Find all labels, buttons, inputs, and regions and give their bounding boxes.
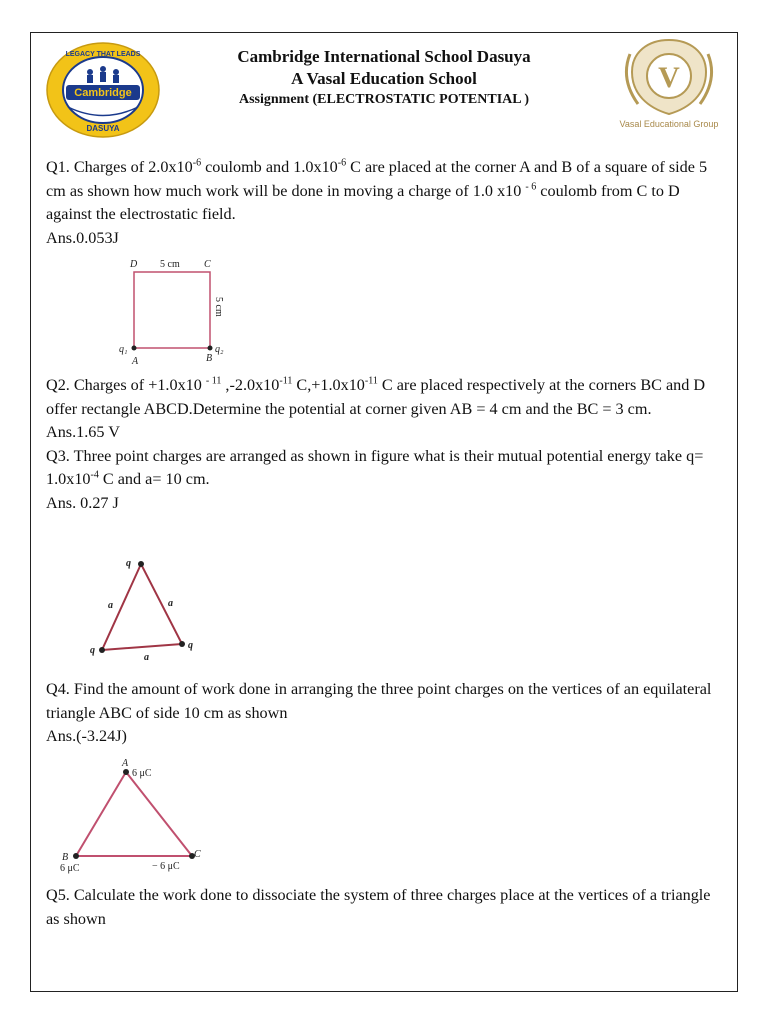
q-left: q <box>90 645 95 656</box>
q-right: q <box>188 640 193 651</box>
figure-triangle-q <box>86 556 206 664</box>
school-subtitle: A Vasal Education School <box>291 69 477 88</box>
question-1-text: Q1. Charges of $2.0x10^{-6}$ coulomb and $1.0x10^{-6}$ C are placed at the corner A and B of a square of side 5 cm as shown how much work will be done in moving a charge of 1.0 x10 $^{- 6}$ coulomb from C to D against the electrostatic field. <box>46 157 708 223</box>
charge-c: − 6 μC <box>152 861 180 872</box>
question-3-answer: Ans. 0.27 J <box>46 493 119 512</box>
label-d: D <box>130 259 138 270</box>
vertex-c: C <box>194 849 201 860</box>
charge-b: 6 μC <box>60 863 80 874</box>
q-top: q <box>126 558 131 569</box>
figure-square <box>110 256 250 368</box>
question-2 <box>46 374 726 515</box>
label-q2: q₂ <box>215 344 224 355</box>
header <box>0 46 768 110</box>
vertex-a: A <box>122 758 129 769</box>
side-a-left: a <box>108 600 113 611</box>
question-1-answer: Ans.0.053J <box>46 228 119 247</box>
crest-letter: V <box>658 61 680 94</box>
side-a-right: a <box>168 598 173 609</box>
question-5-text: Q5. Calculate the work done to dissociate the system of three charges place at the vertices of a triangle as shown <box>46 886 711 928</box>
question-2-answer: Ans.1.65 V <box>46 423 120 441</box>
vertex-b: B <box>62 852 69 863</box>
side-top-label: 5 cm <box>160 259 180 270</box>
question-4 <box>46 678 726 749</box>
school-name: Cambridge International School Dasuya <box>237 47 531 66</box>
logo-motto: LEGACY THAT LEADS <box>65 51 141 58</box>
label-a: A <box>132 356 139 367</box>
logo-city: DASUYA <box>86 124 120 133</box>
label-c: C <box>204 259 211 270</box>
question-1 <box>46 156 726 250</box>
question-2-text: Q2. Charges of +1.0x10 $^{- 11}$ $,-2.0x10^{-11}$ $C,+1.0x10^{-11}$ C are placed respectively at the corners BC and D offer rectangle ABCD.Determine the potential at corner given AB = 4 cm and the BC = 3 cm. <box>46 375 706 418</box>
logo-name: Cambridge <box>74 87 132 99</box>
question-5 <box>46 884 726 931</box>
question-4-text: Q4. Find the amount of work done in arranging the three point charges on the vertices of an equilateral triangle ABC of side 10 cm as shown <box>46 680 712 722</box>
question-4-answer: Ans.(-3.24J) <box>46 727 127 745</box>
question-3-text: Q3. Three point charges are arranged as shown in figure what is their mutual potential energy take $q= 1.0x10^{-4}$ C and a= 10 cm. <box>46 446 704 488</box>
crest-caption: Vasal Educational Group <box>619 119 719 129</box>
label-q1: q₁ <box>119 344 128 355</box>
side-right-label: 5 cm <box>213 297 224 317</box>
charge-a: 6 μC <box>132 768 152 779</box>
figure-triangle-abc <box>56 756 216 876</box>
label-b: B <box>206 353 213 364</box>
assignment-title: Assignment (ELECTROSTATIC POTENTIAL ) <box>238 92 530 107</box>
side-a-bottom: a <box>144 652 149 663</box>
